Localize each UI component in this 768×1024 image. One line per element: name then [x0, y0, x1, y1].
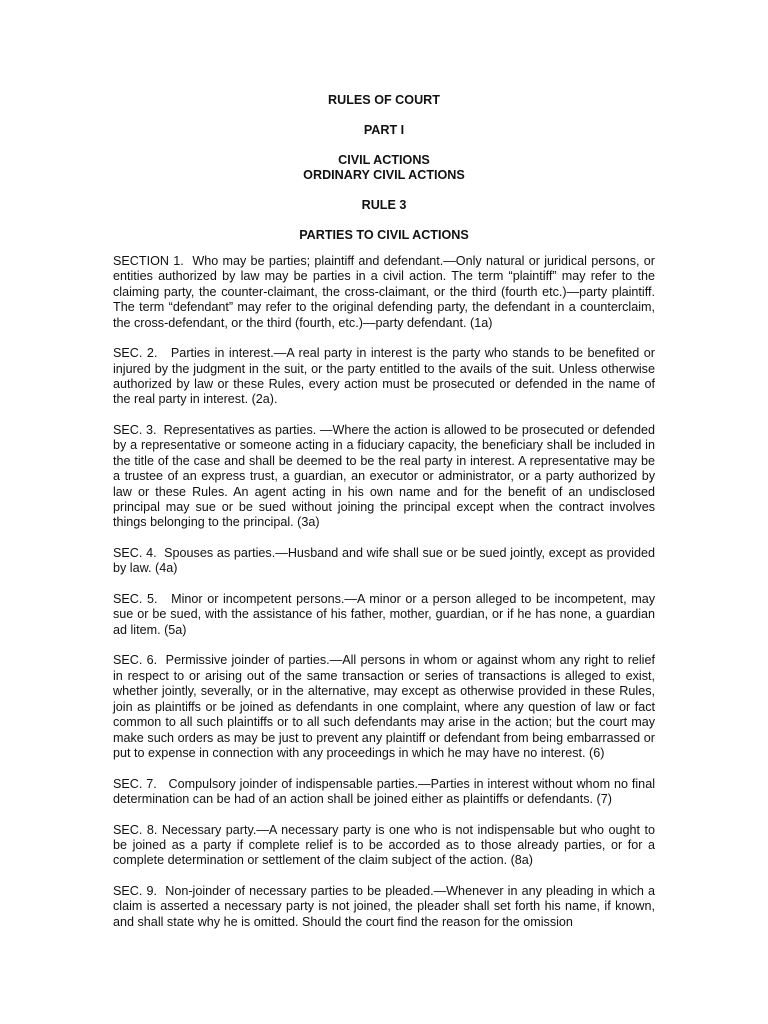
section-text: —All persons in whom or against whom any right to relief in respect to or arising out of the same transaction or series of transactions is alleged to exist, whether jointly, severally, or in the alternative, may except as otherwise provided in these Rules, join as plaintiffs or be joined as defendants in one complaint, where any question of law or fact common to all such plaintiffs or to all such defendants may arise in the action; but the court may make such orders as may be just to prevent any plaintiff or defendant from being embarrassed or put to expense in connection with any proceedings in which he may have no interest. (6)	[113, 653, 655, 760]
document-headings	[0, 93, 768, 243]
section-heading: SEC. 5. Minor or incompetent persons.	[113, 592, 345, 607]
section-6-paragraph	[113, 653, 655, 761]
section-heading: SEC. 8. Necessary party.	[113, 822, 257, 837]
section-text: —Parties in interest without whom no final determination can be had of an action shall be joined either as plaintiffs or defendants. (7)	[113, 776, 655, 806]
section-4-paragraph	[113, 546, 655, 577]
section-text: —A real party in interest is the party who stands to be benefited or injured by the judgment in the suit, or the party entitled to the avails of the suit. Unless otherwise authorized by law or these Rules, every action must be prosecuted or defended in the name of the real party in interest. (2a).	[113, 346, 655, 407]
part-heading: PART I	[363, 123, 405, 137]
section-text: —A minor or a person alleged to be incompetent, may sue or be sued, with the assistance of his father, mother, guardian, or if he has none, a guardian ad litem. (5a)	[113, 592, 655, 637]
section-heading: SEC. 6. Permissive joinder of parties.	[113, 653, 330, 668]
section-text: —Whenever in any pleading in which a claim is asserted a necessary party is not joined, the pleader shall set forth his name, if known, and shall state why he is omitted. Should the court find the reason for the omission	[113, 883, 655, 929]
document-body	[113, 254, 655, 945]
section-heading: SEC. 4. Spouses as parties.	[113, 546, 276, 561]
section-3-paragraph	[113, 423, 655, 531]
section-heading: SEC. 7. Compulsory joinder of indispensable parties.	[113, 776, 419, 791]
document-title: RULES OF COURT	[328, 93, 440, 107]
division-heading: CIVIL ACTIONS	[338, 153, 430, 167]
section-2-paragraph	[113, 346, 655, 408]
section-8-paragraph	[113, 823, 655, 869]
subdivision-heading: ORDINARY CIVIL ACTIONS	[303, 168, 465, 182]
section-7-paragraph	[113, 777, 655, 808]
section-heading: SEC. 9. Non-joinder of necessary parties to be pleaded.	[113, 883, 434, 898]
section-5-paragraph	[113, 592, 655, 638]
section-text: —Only natural or juridical persons, or entities authorized by law may be parties in a civil action. The term “plaintiff” may refer to the claiming party, the counter-claimant, the cross-claimant, or the third (fourth etc.)—party plaintiff. The term “defendant” may refer to the original defending party, the defendant in a counterclaim, the cross-defendant, or the third (fourth, etc.)—party defendant. (1a)	[113, 254, 655, 330]
section-9-paragraph	[113, 884, 655, 930]
section-heading: SEC. 3. Representatives as parties.	[113, 423, 320, 438]
section-text: —A necessary party is one who is not indispensable but who ought to be joined as a party if complete relief is to be accorded as to those already parties, or for a complete determination or settlement of the claim subject of the action. (8a)	[113, 822, 655, 868]
section-heading: SECTION 1. Who may be parties; plaintiff and defendant.	[113, 254, 444, 268]
section-text: —Where the action is allowed to be prosecuted or defended by a representative or someone acting in a fiduciary capacity, the beneficiary shall be included in the title of the case and shall be deemed to be the real party in interest. A representative may be a trustee of an express trust, a guardian, an executor or administrator, or a party authorized by law or these Rules. An agent acting in his own name and for the benefit of an undisclosed principal may sue or be sued without joining the principal except when the contract involves things belonging to the principal. (3a)	[113, 423, 655, 530]
section-text: —Husband and wife shall sue or be sued jointly, except as provided by law. (4a)	[113, 546, 655, 576]
section-heading: SEC. 2. Parties in interest.	[113, 346, 274, 361]
section-1-paragraph	[113, 254, 655, 331]
rule-title-heading: PARTIES TO CIVIL ACTIONS	[299, 228, 469, 242]
rule-number-heading: RULE 3	[361, 198, 407, 212]
